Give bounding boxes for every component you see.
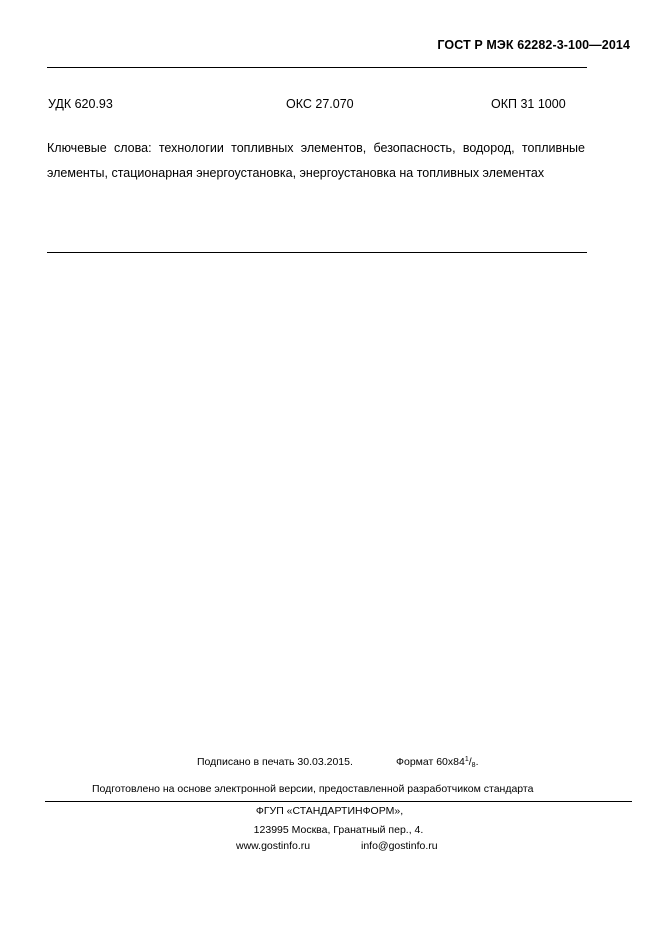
format-end: . xyxy=(475,756,479,768)
format-label: Формат 60х84 xyxy=(396,756,465,768)
keywords-paragraph: Ключевые слова: технологии топливных элементов, безопасность, водород, топливные элементы, стационарная энергоустановка, энергоустановка на топливных элементах xyxy=(47,141,585,180)
footer-divider xyxy=(45,801,632,802)
website-link[interactable]: www.gostinfo.ru xyxy=(236,840,311,852)
okp-code: ОКП 31 1000 xyxy=(491,97,566,111)
oks-code: ОКС 27.070 xyxy=(286,97,354,111)
signed-to-print: Подписано в печать 30.03.2015. xyxy=(197,756,353,768)
document-code: ГОСТ Р МЭК 62282-3-100—2014 xyxy=(437,38,630,52)
prepared-note: Подготовлено на основе электронной версии, предоставленной разработчиком стандарта xyxy=(92,783,534,795)
email-link[interactable]: info@gostinfo.ru xyxy=(361,840,438,852)
publisher-address: 123995 Москва, Гранатный пер., 4. xyxy=(253,824,424,836)
paper-format: Формат $60х84^1/8$. xyxy=(396,756,479,769)
header-divider xyxy=(47,67,587,68)
udk-code: УДК 620.93 xyxy=(48,97,113,111)
content-divider xyxy=(47,252,587,253)
format-denominator: 8 xyxy=(471,762,476,769)
format-numerator: 1 xyxy=(464,756,469,763)
publisher-name: ФГУП «СТАНДАРТИНФОРМ», xyxy=(255,805,404,817)
